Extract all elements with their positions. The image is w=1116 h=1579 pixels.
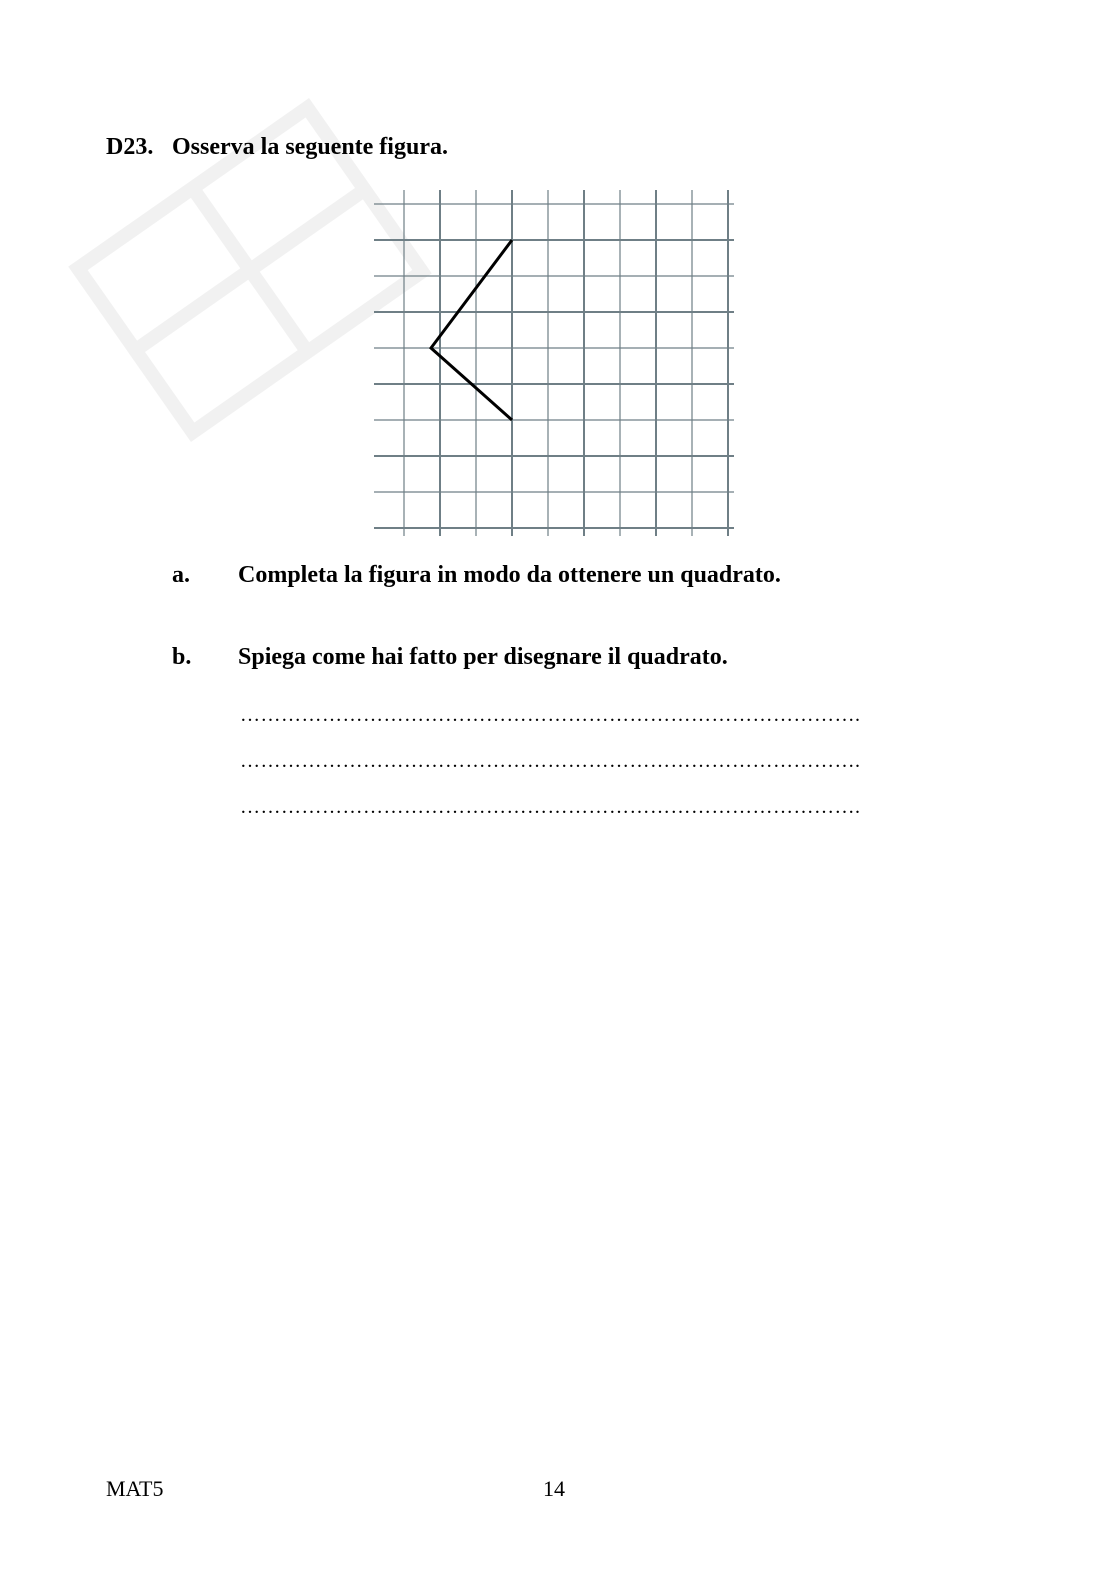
item-a-letter: a. (172, 562, 190, 588)
figure-polyline (431, 240, 512, 420)
grid-lines (374, 190, 734, 536)
item-b-letter: b. (172, 644, 192, 670)
answer-line[interactable]: ………………………………………………………………………………. (240, 704, 861, 726)
item-a-text: Completa la figura in modo da ottenere un quadrato. (238, 562, 781, 588)
question-heading (106, 134, 448, 161)
page-number: 14 (543, 1476, 565, 1501)
answer-line[interactable]: ………………………………………………………………………………. (240, 750, 861, 772)
item-a (172, 562, 781, 589)
question-number: D23. (106, 134, 154, 160)
answer-line[interactable]: ………………………………………………………………………………. (240, 796, 861, 818)
grid-figure (374, 190, 734, 536)
item-b-text: Spiega come hai fatto per disegnare il quadrato. (238, 644, 728, 670)
question-prompt: Osserva la seguente figura. (172, 134, 448, 160)
footer-code: MAT5 (106, 1476, 164, 1501)
item-b (172, 644, 728, 671)
